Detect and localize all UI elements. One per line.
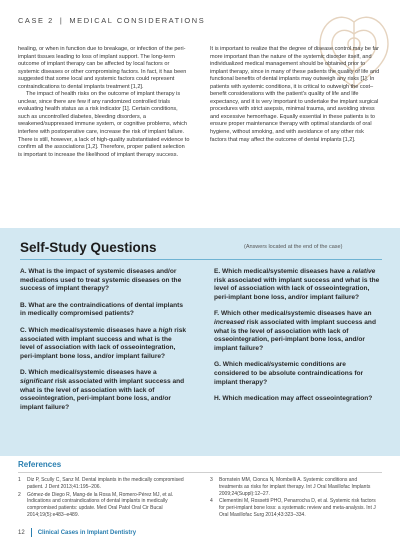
body-column-left — [18, 46, 190, 159]
body-paragraph: healing, or when in function due to breakage, or infection of the peri-implant tissues leading to loss of implant support. The long-term outcome of implant therapy can be affected by local factors or systemic diseases or other compromising factors. In fact, it has been suggested that some local and systemic factors could represent contraindications to dental implants treatment [1,2]. — [18, 46, 187, 90]
question-h: H. Which medication may affect osseointegration? — [214, 395, 373, 403]
body-text — [18, 46, 382, 159]
question-e: E. Which medical/systemic diseases have a relative risk associated with implant success and what is the level of association with lack of osseointegration, peri-implant bone loss, and/or implant failure? — [214, 268, 380, 301]
references-list — [18, 477, 382, 520]
question-c: C. Which medical/systemic diseases have a high risk associated with implant success and what is the level of association with lack of osseointegration, peri-implant bone loss, and/or implant failure? — [20, 326, 187, 360]
self-study-divider — [20, 259, 382, 260]
question-d: D. Which medical/systemic diseases have a significant risk associated with implant success and what is the level of association with lack of osseointegration, peri-implant bone loss, and/or implant failure? — [20, 369, 185, 411]
reference-item: 1 Diz P, Scully C, Sanz M. Dental implants in the medically compromised patient. J Dent 2013;41:195–206. — [18, 477, 184, 490]
self-study-title: Self-Study Questions — [20, 240, 157, 255]
questions-column-right — [214, 268, 382, 412]
reference-item: 4 Clementini M, Rossetti PHO, Penarrocha D, et al. Systemic risk factors for peri-implant bone loss: a systematic review and meta-analysis. Int J Oral Maxillofac Surg 2014;43:323–334. — [210, 498, 376, 518]
answers-note: (Answers located at the end of the case) — [244, 244, 343, 250]
footer-divider — [31, 528, 32, 537]
book-title: Clinical Cases in Implant Dentistry — [37, 529, 137, 536]
page-number: 12 — [18, 529, 25, 536]
self-study-box — [0, 228, 400, 456]
body-column-right — [210, 46, 382, 159]
question-f: F. Which other medical/systemic diseases have an increased risk associated with implant success and what is the level of association with lack of osseointegration, peri-implant bone loss, and/or implant failure? — [214, 310, 376, 352]
body-paragraph: It is important to realize that the degree of disease control may be far more important than the nature of the systemic disorder itself, and individualized medical management should be obtained prior to implant therapy, since in many of these patients the quality of life and functional benefits of dental implants may outweigh any risks [1]. In patients with systemic conditions, it is critical to outweigh the cost–benefit considerations with the patient's quality of life and life expectancy, and it is very important to undertake the implant surgical procedures with strict asepsis, minimal trauma, and avoiding stress and excessive hemorrhage. Equally essential in these patients is to ensure proper maintenance therapy with optimal standards of oral hygiene, without smoking, and with avoidance of any other risk factors that may affect the outcome of dental implants [1,2]. — [210, 46, 380, 143]
running-header — [18, 16, 205, 25]
questions-column-left — [20, 268, 188, 420]
question-a: A. What is the impact of systemic diseases and/or medications used to treat systemic diseases on the success of implant therapy? — [20, 268, 182, 293]
body-paragraph: The impact of health risks on the outcome of implant therapy is unclear, since there are few if any randomized controlled trials evaluating health status as a risk indicator [1]. Certain conditions, such as uncontrolled diabetes, bleeding disorders, a weakened/suppressed immune system, or cognitive problems, which interfere with postoperative care, increase the risk of implant failure. There is still, however, a lack of high-quality substantiated evidence to confirm all the associations [1,2]. Therefore, proper patient selection is important to increase the likelihood of implant therapy success. — [18, 91, 190, 158]
reference-item: 3 Bornstein MM, Cionca N, Mombelli A. Systemic conditions and treatments as risks for implant therapy. Int J Oral Maxillofac Implants 2009;24(Suppl):12–27. — [210, 477, 371, 497]
references-column-left — [18, 477, 190, 520]
references-divider — [18, 472, 382, 473]
header-separator: | — [59, 16, 64, 25]
case-label: CASE 2 — [18, 16, 54, 25]
chapter-title: MEDICAL CONSIDERATIONS — [69, 16, 206, 25]
references-column-right — [210, 477, 382, 520]
references-heading: References — [18, 460, 62, 469]
page-footer — [18, 528, 382, 537]
references-section — [18, 460, 382, 520]
question-b: B. What are the contraindications of dental implants in medically compromised patients? — [20, 301, 184, 318]
question-g: G. Which medical/systemic conditions are considered to be absolute contraindications for implant therapy? — [214, 361, 364, 386]
reference-item: 2 Gómez-de Diego R, Mang-de la Rosa M, Romero-Pérez MJ, et al. Indications and contraindications of dental implants in medically compromised patients: update. Med Oral Patol Oral Cir Bucal 2014;19(5):e483–e489. — [18, 491, 174, 518]
